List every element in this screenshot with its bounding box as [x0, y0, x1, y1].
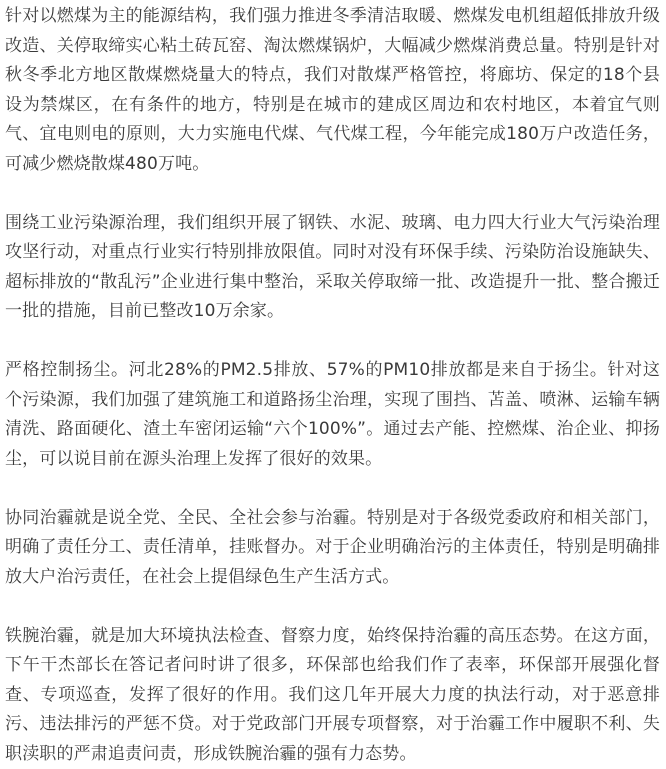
paragraph-coordinated-governance: 协同治霾就是说全党、全民、全社会参与治霾。特别是对于各级党委政府和相关部门，明确了责任分工、责任清单，挂账督办。对于企业明确治污的主体责任，特别是明确排放大户治污责任，在社会上提倡绿色生产生活方式。	[5, 504, 660, 593]
paragraph-clean-heating: 针对以燃煤为主的能源结构，我们强力推进冬季清洁取暖、燃煤发电机组超低排放升级改造、关停取缔实心粘土砖瓦窑、淘汰燃煤锅炉，大幅减少燃煤消费总量。特别是针对秋冬季北方地区散煤燃烧量大的特点，我们对散煤严格管控，将廊坊、保定的18个县设为禁煤区，在有条件的地方，特别是在城市的建成区周边和农村地区，本着宜气则气、宜电则电的原则，大力实施电代煤、气代煤工程，今年能完成180万户改造任务，可减少燃烧散煤480万吨。	[5, 2, 660, 179]
paragraph-strict-enforcement: 铁腕治霾，就是加大环境执法检查、督察力度，始终保持治霾的高压态势。在这方面，下午干杰部长在答记者问时讲了很多，环保部也给我们作了表率，环保部开展强化督查、专项巡查，发挥了很好的作用。我们这几年开展大力度的执法行动，对于恶意排污、违法排污的严惩不贷。对于党政部门开展专项督察，对于治霾工作中履职不利、失职渎职的严肃追责问责，形成铁腕治霾的强有力态势。	[5, 622, 660, 769]
article-body	[5, 2, 660, 769]
paragraph-industrial-pollution: 围绕工业污染源治理，我们组织开展了钢铁、水泥、玻璃、电力四大行业大气污染治理攻坚行动，对重点行业实行特别排放限值。同时对没有环保手续、污染防治设施缺失、超标排放的“散乱污”企业进行集中整治，采取关停取缔一批、改造提升一批、整合搬迁一批的措施，目前已整改10万余家。	[5, 209, 660, 327]
paragraph-dust-control: 严格控制扬尘。河北28%的PM2.5排放、57%的PM10排放都是来自于扬尘。针对这个污染源，我们加强了建筑施工和道路扬尘治理，实现了围挡、苫盖、喷淋、运输车辆清洗、路面硬化、渣土车密闭运输“六个100%”。通过去产能、控燃煤、治企业、抑扬尘，可以说目前在源头治理上发挥了很好的效果。	[5, 356, 660, 474]
